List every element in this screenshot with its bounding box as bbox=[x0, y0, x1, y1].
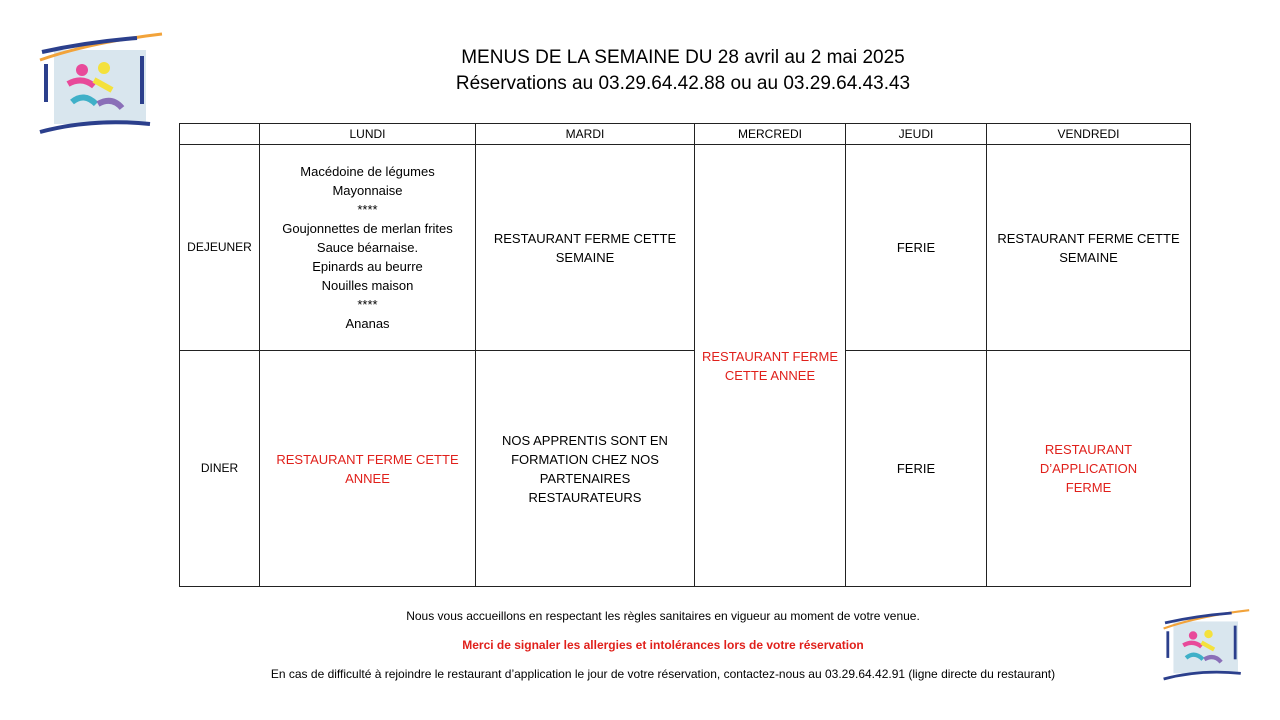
row-label-diner: DINER bbox=[180, 351, 260, 587]
cell-text-line: ANNEE bbox=[345, 470, 390, 486]
menu-separator: **** bbox=[357, 202, 378, 217]
cell-mercredi-merged bbox=[695, 145, 846, 587]
table-row-dejeuner bbox=[180, 145, 1191, 351]
cell-dejeuner-jeudi: FERIE bbox=[846, 145, 987, 351]
cell-text-line: PARTENAIRES RESTAURATEURS bbox=[528, 470, 642, 505]
menu-item: Nouilles maison bbox=[321, 278, 414, 293]
header-empty-cell bbox=[180, 124, 260, 145]
cell-text-line: D’APPLICATION bbox=[1039, 461, 1138, 476]
menu-item: Sauce béarnaise. bbox=[316, 240, 419, 255]
column-header-vendredi: VENDREDI bbox=[987, 124, 1191, 145]
title-week: MENUS DE LA SEMAINE DU 28 avril au 2 mai 2025 bbox=[461, 47, 905, 68]
cell-text-line: SEMAINE bbox=[1059, 249, 1118, 265]
menu-separator: **** bbox=[357, 297, 378, 312]
cell-text-line: SEMAINE bbox=[555, 249, 615, 265]
cell-dejeuner-vendredi bbox=[987, 145, 1191, 351]
footer-allergy-note: Merci de signaler les allergies et intolérances lors de votre réservation bbox=[462, 638, 864, 652]
footer-contact-note: En cas de difficulté à rejoindre le restaurant d’application le jour de votre réservation, contactez-nous au 03.29.64.42.91 (ligne directe du restaurant) bbox=[270, 667, 1056, 681]
cell-text-line: RESTAURANT bbox=[1044, 442, 1133, 457]
cell-text-line: RESTAURANT FERME CETTE bbox=[276, 451, 459, 467]
cell-dejeuner-mardi bbox=[476, 145, 695, 351]
table-row-diner bbox=[180, 351, 1191, 587]
menu-table bbox=[179, 123, 1191, 587]
cell-text-line: RESTAURANT FERME CETTE bbox=[997, 230, 1180, 246]
cell-text-line: CETTE ANNEE bbox=[724, 367, 816, 383]
title-reservations: Réservations au 03.29.64.42.88 ou au 03.29.64.43.43 bbox=[455, 73, 911, 94]
column-header-jeudi: JEUDI bbox=[846, 124, 987, 145]
column-header-mercredi: MERCREDI bbox=[695, 124, 846, 145]
menu-item: Mayonnaise bbox=[332, 183, 403, 198]
cell-diner-mardi bbox=[476, 351, 695, 587]
school-logo-small bbox=[1158, 606, 1252, 686]
cell-dejeuner-lundi bbox=[260, 145, 476, 351]
cell-text-line: FERME bbox=[1065, 480, 1112, 495]
menu-item: Goujonnettes de merlan frites bbox=[282, 221, 453, 236]
column-header-mardi: MARDI bbox=[476, 124, 695, 145]
menu-item: Epinards au beurre bbox=[312, 259, 423, 274]
cell-text-line: NOS APPRENTIS SONT EN bbox=[502, 432, 668, 448]
cell-text-line: RESTAURANT FERME CETTE bbox=[493, 230, 677, 246]
column-header-lundi: LUNDI bbox=[260, 124, 476, 145]
row-label-dejeuner: DEJEUNER bbox=[180, 145, 260, 351]
cell-diner-jeudi: FERIE bbox=[846, 351, 987, 587]
cell-text-line: RESTAURANT FERME bbox=[701, 348, 839, 364]
menu-item: Ananas bbox=[345, 316, 390, 331]
cell-text-line: FORMATION CHEZ NOS bbox=[511, 451, 659, 467]
menu-item: Macédoine de légumes bbox=[300, 164, 435, 179]
footer-sanitary-note: Nous vous accueillons en respectant les règles sanitaires en vigueur au moment de votre venue. bbox=[406, 609, 920, 623]
page-title bbox=[0, 45, 1280, 97]
cell-diner-lundi bbox=[260, 351, 476, 587]
table-header-row bbox=[180, 124, 1191, 145]
cell-diner-vendredi bbox=[987, 351, 1191, 587]
